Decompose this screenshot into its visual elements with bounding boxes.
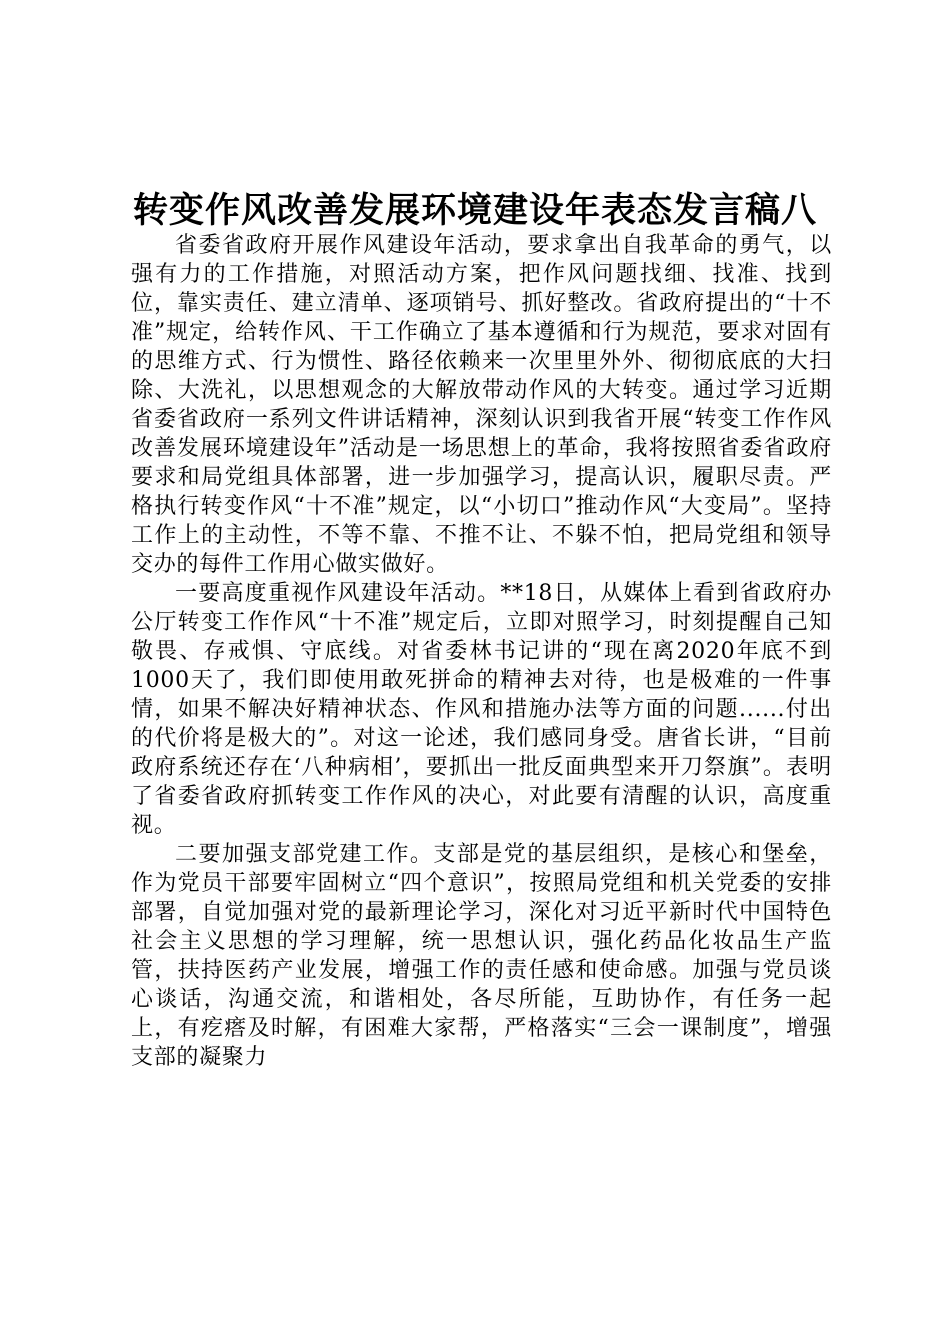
paragraph-point-two: 二要加强支部党建工作。支部是党的基层组织，是核心和堡垒，作为党员干部要牢固树立“四个意识”，按照局党组和机关党委的安排部署，自觉加强对党的最新理论学习，深化对习近平新时代中国特色社会主义思想的学习理解，统一思想认识，强化药品化妆品生产监管，扶持医药产业发展，增强工作的责任感和使命感。加强与党员谈心谈话，沟通交流，和谐相处，各尽所能，互助协作，有任务一起上，有疙瘩及时解，有困难大家帮，严格落实“三会一课制度”，增强支部的凝聚力 xyxy=(131,842,832,1070)
paragraph-point-one: 一要高度重视作风建设年活动。**18日，从媒体上看到省政府办公厅转变工作作风“十不准”规定后，立即对照学习，时刻提醒自己知敬畏、存戒惧、守底线。对省委林书记讲的“现在离2020年底不到1000天了，我们即使用敢死拼命的精神去对待，也是极难的一件事情，如果不解决好精神状态、作风和措施办法等方面的问题......付出的代价将是极大的”。对这一论述，我们感同身受。唐省长讲，“目前政府系统还存在‘八种病相’，要抓出一批反面典型来开刀祭旗”。表明了省委省政府抓转变工作作风的决心，对此要有清醒的认识，高度重视。 xyxy=(131,581,832,838)
document-title: 转变作风改善发展环境建设年表态发言稿八 xyxy=(132,191,817,231)
document-body xyxy=(131,231,832,1072)
paragraph-intro: 省委省政府开展作风建设年活动，要求拿出自我革命的勇气，以强有力的工作措施，对照活动方案，把作风问题找细、找准、找到位，靠实责任、建立清单、逐项销号、抓好整改。省政府提出的“十不准”规定，给转作风、干工作确立了基本遵循和行为规范，要求对固有的思维方式、行为惯性、路径依赖来一次里里外外、彻彻底底的大扫除、大洗礼，以思想观念的大解放带动作风的大转变。通过学习近期省委省政府一系列文件讲话精神，深刻认识到我省开展“转变工作作风改善发展环境建设年”活动是一场思想上的革命，我将按照省委省政府要求和局党组具体部署，进一步加强学习，提高认识，履职尽责。严格执行转变作风“十不准”规定，以“小切口”推动作风“大变局”。坚持工作上的主动性，不等不靠、不推不让、不躲不怕，把局党组和领导交办的每件工作用心做实做好。 xyxy=(131,233,832,577)
